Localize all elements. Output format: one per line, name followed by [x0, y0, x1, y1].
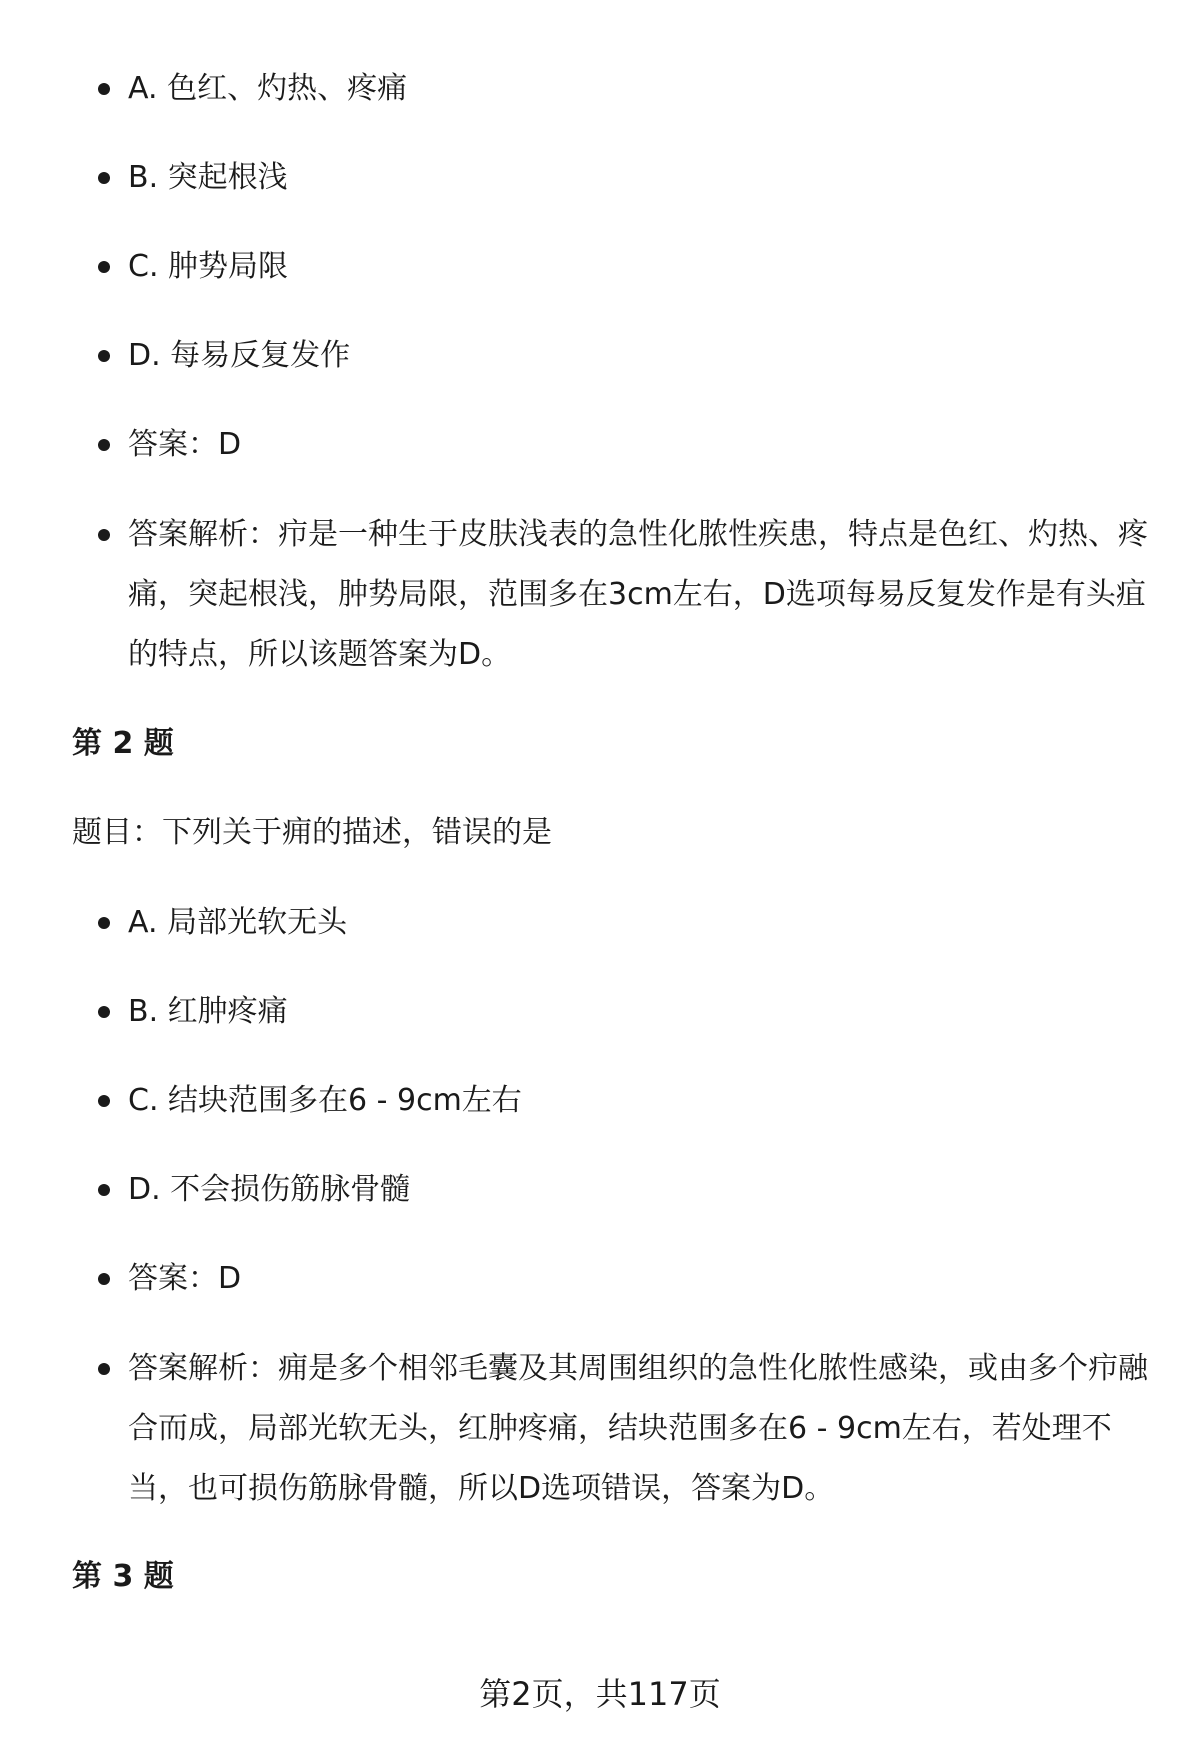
page-number: 第2页，共117页 — [479, 1675, 721, 1713]
option-a: A. 局部光软无头 — [128, 905, 348, 940]
bullet — [98, 529, 110, 541]
question-heading: 第 3 题 — [72, 1559, 174, 1594]
answer: 答案：D — [128, 427, 242, 462]
answer-analysis: 答案解析：疖是一种生于皮肤浅表的急性化脓性疾患，特点是色红、灼热、疼痛，突起根浅，肿势局限，范围多在3cm左右，D选项每易反复发作是有头疽的特点，所以该题答案为D。 — [128, 517, 1148, 672]
bullet — [98, 1363, 110, 1375]
bullet — [98, 439, 110, 451]
option-c: C. 肿势局限 — [128, 249, 289, 284]
bullet — [98, 1095, 110, 1107]
bullet — [98, 172, 110, 184]
bullet — [98, 83, 110, 95]
answer-analysis: 答案解析：痈是多个相邻毛囊及其周围组织的急性化脓性感染，或由多个疖融合而成，局部光软无头，红肿疼痛，结块范围多在6 - 9cm左右，若处理不当，也可损伤筋脉骨髓，所以D选项错误，答案为D。 — [128, 1351, 1148, 1506]
bullet — [98, 1273, 110, 1285]
option-c: C. 结块范围多在6 - 9cm左右 — [128, 1083, 522, 1118]
question-stem: 题目：下列关于痈的描述，错误的是 — [72, 815, 552, 850]
option-d: D. 不会损伤筋脉骨髓 — [128, 1172, 411, 1207]
bullet — [98, 261, 110, 273]
question-heading: 第 2 题 — [72, 726, 174, 761]
answer: 答案：D — [128, 1261, 242, 1296]
bullet — [98, 917, 110, 929]
option-d: D. 每易反复发作 — [128, 338, 351, 373]
option-a: A. 色红、灼热、疼痛 — [128, 71, 408, 106]
bullet — [98, 1006, 110, 1018]
bullet — [98, 350, 110, 362]
option-b: B. 红肿疼痛 — [128, 994, 288, 1029]
bullet — [98, 1184, 110, 1196]
option-b: B. 突起根浅 — [128, 160, 288, 195]
